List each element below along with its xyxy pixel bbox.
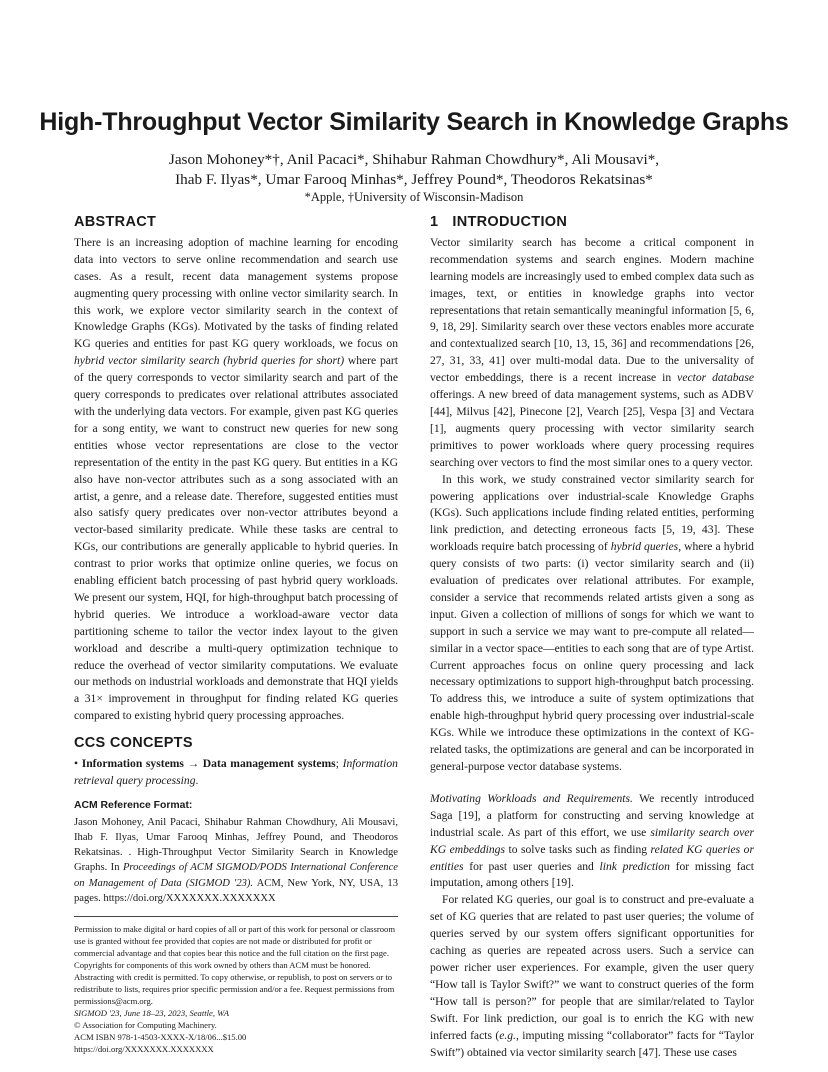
copyright-line: © Association for Computing Machinery. [74, 1020, 217, 1031]
paper-title: High-Throughput Vector Similarity Search in Knowledge Graphs [39, 108, 789, 136]
motivating-workloads-paragraph: Motivating Workloads and Requirements. We recently introduced Saga [19], a platform for constructing and serving knowledge at industrial scale. As part of this effort, we use similarity search over KG embeddings to solve tasks such as finding related KG queries or entities for past user queries and link prediction for missing fact imputation, among others [19]. [430, 791, 754, 890]
isbn-line: ACM ISBN 978-1-4503-XXXX-X/18/06...$15.00 [74, 1032, 247, 1043]
intro-paragraph-1: Vector similarity search has become a critical component in recommendation systems and search engines. Modern machine learning models are increasingly used to embed complex data such as images, text, or entities in knowledge graphs into vector representations that retain semantically meaningful information [5, 6, 9, 18, 29]. Similarity search over these vectors enables more accurate and contextualized search [10, 13, 15, 36] and recommendations [26, 27, 31, 33, 41] over multi-modal data. Due to the universality of vector embeddings, there is a recent increase in vector database offerings. A new breed of data management systems, such as ADBV [44], Milvus [42], Pinecone [2], Vearch [25], Vespa [3] and Vectara [1], augments query processing with vector similarity search primitives to power workloads where query processing requires searching over vectors to find the most similar ones to a query vector. [430, 235, 754, 469]
intro-heading: 1 INTRODUCTION [430, 214, 568, 230]
author-line-1: Jason Mohoney*†, Anil Pacaci*, Shihabur Rahman Chowdhury*, Ali Mousavi*, [168, 151, 660, 168]
doi-line: https://doi.org/XXXXXXX.XXXXXXX [74, 1044, 214, 1055]
left-column [74, 214, 398, 1055]
ccs-concepts: • Information systems → Data management systems; Information retrieval query processing. [74, 757, 398, 787]
footnote-divider [74, 916, 398, 917]
affiliations: *Apple, †University of Wisconsin-Madison [304, 190, 524, 204]
permission-block [74, 923, 398, 1055]
acm-ref-heading: ACM Reference Format: [74, 799, 193, 811]
ccs-heading: CCS CONCEPTS [74, 735, 193, 752]
abstract-body: There is an increasing adoption of machine learning for encoding data into vectors to serve online recommendation and search use cases. As a result, recent data management systems propose augmenting query processing with online vector similarity search. In this work, we explore vector similarity search in the context of Knowledge Graphs (KGs). Motivated by the tasks of finding related KG queries and entities for past KG query workloads, we focus on hybrid vector similarity search (hybrid queries for short) where part of the query corresponds to vector similarity search and part of the query corresponds to predicates over relational attributes associated with the underlying data vectors. For example, given past KG queries for a song entity, we want to construct new queries for new song entities whose vector representations are close to the vector representation of the entity in the past KG query. But entities in a KG also have non-vector attributes such as a song associated with an artist, a genre, and a release date. Therefore, suggested entities must also satisfy query predicates over non-vector attributes beyond a vector-based similarity predicate. While these tasks are central to KGs, our contributions are generally applicable to hybrid queries. In contrast to prior works that optimize online queries, we focus on enabling efficient batch processing of past hybrid query workloads. We present our system, HQI, for high-throughput batch processing of hybrid queries. We introduce a workload-aware vector data partitioning scheme to tailor the vector index layout to the given workload and describe a multi-query optimization technique to reduce the overhead of vector similarity computations. We evaluate our methods on industrial workloads and demonstrate that HQI yields a 31× improvement in throughput for finding related KG queries compared to existing hybrid query processing approaches. [74, 235, 398, 723]
author-line-2: Ihab F. Ilyas*, Umar Farooq Minhas*, Jeffrey Pound*, Theodoros Rekatsinas* [175, 171, 653, 188]
permission-text: Permission to make digital or hard copies of all or part of this work for personal or classroom use is granted without fee provided that copies are not made or distributed for profit or commercial advantage and that copies bear this notice and the full citation on the first page. Copyrights for components of this work owned by others than ACM must be honored. Abstracting with credit is permitted. To copy otherwise, or republish, to post on servers or to redistribute to lists, requires prior specific permission and/or a fee. Request permissions from permissions@acm.org. [74, 924, 395, 1007]
venue-line: SIGMOD '23, June 18–23, 2023, Seattle, WA [74, 1008, 229, 1019]
related-queries-paragraph: For related KG queries, our goal is to construct and pre-evaluate a set of KG queries that are related to past user queries; the volume of queries served by our system offers significant opportunities for caching as queries are repeated across users. Such a service can power richer user experiences. For example, given the user query “How tall is Taylor Swift?” we want to construct queries of the form “How tall is person?” for people that are similar/related to Taylor Swift. For link prediction, our goal is to enrich the KG with new inferred facts (e.g., imputing missing “collaborator” facts for “Taylor Swift”) obtained via vector similarity search [47]. These use cases [430, 893, 755, 1059]
intro-paragraph-2: In this work, we study constrained vector similarity search for powering applications over industrial-scale Knowledge Graphs (KGs). Such applications include finding related entities, performing link prediction, and detecting erroneous facts [5, 19, 43]. These workloads require batch processing of hybrid queries, where a hybrid query consists of two parts: (i) vector similarity search and (ii) evaluation of predicates over relational attributes. For example, consider a service that recommends related artists given a song as input. Given a collection of millions of songs for which we want to support in such a service we may want to pre-compute all related—similar in a vector space—entities to each song that are of type Artist. Current approaches focus on online query processing and lack necessary optimizations to support high-throughput batch processing. To address this, we introduce a suite of system optimizations that enable high-throughput hybrid query processing over industrial-scale KGs. While we introduce these optimizations in the context of KG-related tasks, the optimizations are general and can be incorporated in general-purpose vector database systems. [430, 472, 754, 773]
right-column [430, 214, 754, 1061]
author-list [40, 150, 788, 190]
abstract-heading: ABSTRACT [74, 214, 157, 230]
acm-ref-body: Jason Mohoney, Anil Pacaci, Shihabur Rahman Chowdhury, Ali Mousavi, Ihab F. Ilyas, Umar Farooq Minhas, Jeffrey Pound, and Theodoros Rekatsinas. . High-Throughput Vector Similarity Search in Knowledge Graphs. In Proceedings of ACM SIGMOD/PODS International Conference on Management of Data (SIGMOD '23). ACM, New York, NY, USA, 13 pages. https://doi.org/XXXXXXX.XXXXXXX [74, 816, 399, 904]
